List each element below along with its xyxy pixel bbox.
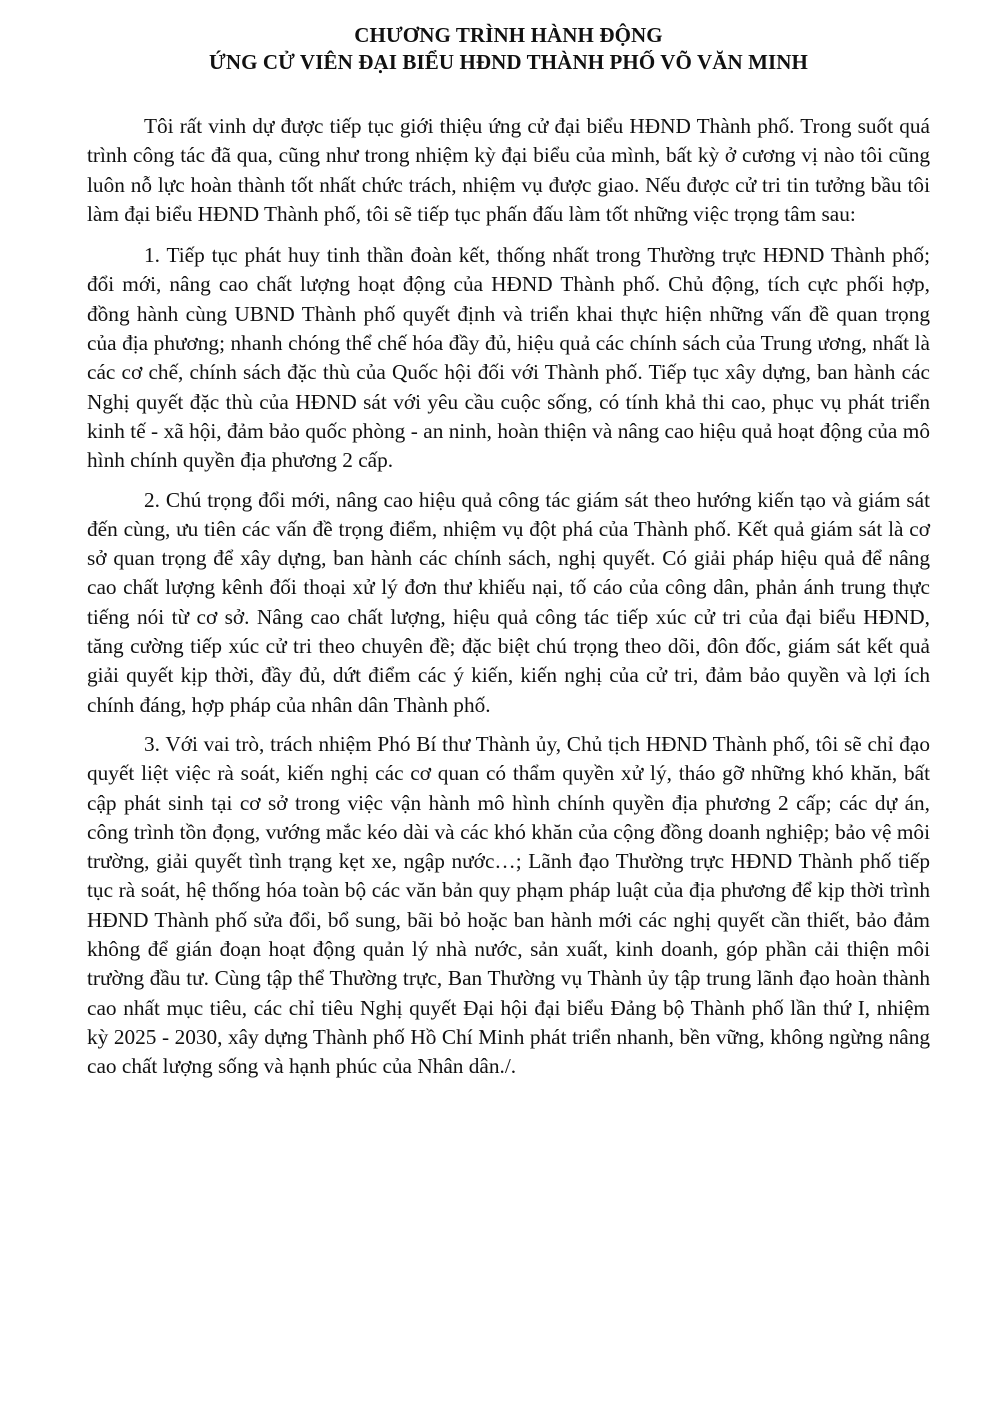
title-line-1: CHƯƠNG TRÌNH HÀNH ĐỘNG [354,23,663,47]
title-line-2: ỨNG CỬ VIÊN ĐẠI BIỂU HĐND THÀNH PHỐ VÕ VĂN MINH [209,50,808,74]
intro-paragraph: Tôi rất vinh dự được tiếp tục giới thiệu ứng cử đại biểu HĐND Thành phố. Trong suốt quá trình công tác đã qua, cũng như trong nhiệm kỳ đại biểu của mình, bất kỳ ở cương vị nào tôi cũng luôn nỗ lực hoàn thành tốt nhất chức trách, nhiệm vụ được giao. Nếu được cử tri tin tưởng bầu tôi làm đại biểu HĐND Thành phố, tôi sẽ tiếp tục phấn đấu làm tốt những việc trọng tâm sau: [87,114,930,226]
commitment-paragraph-3: 3. Với vai trò, trách nhiệm Phó Bí thư Thành ủy, Chủ tịch HĐND Thành phố, tôi sẽ chỉ đạo quyết liệt việc rà soát, kiến nghị các cơ quan có thẩm quyền xử lý, tháo gỡ những khó khăn, bất cập phát sinh tại cơ sở trong việc vận hành mô hình chính quyền địa phương 2 cấp; các dự án, công trình tồn đọng, vướng mắc kéo dài và các khó khăn của cộng đồng doanh nghiệp; bảo vệ môi trường, giải quyết tình trạng kẹt xe, ngập nước…; Lãnh đạo Thường trực HĐND Thành phố tiếp tục rà soát, hệ thống hóa toàn bộ các văn bản quy phạm pháp luật của địa phương để kịp thời trình HĐND Thành phố sửa đổi, bổ sung, bãi bỏ hoặc ban hành mới các nghị quyết cần thiết, bảo đảm không để gián đoạn hoạt động quản lý nhà nước, sản xuất, kinh doanh, góp phần cải thiện môi trường đầu tư. Cùng tập thể Thường trực, Ban Thường vụ Thành ủy tập trung lãnh đạo hoàn thành cao nhất mục tiêu, các chỉ tiêu Nghị quyết Đại hội đại biểu Đảng bộ Thành phố lần thứ I, nhiệm kỳ 2025 - 2030, xây dựng Thành phố Hồ Chí Minh phát triển nhanh, bền vững, không ngừng nâng cao chất lượng sống và hạnh phúc của Nhân dân./. [87,731,930,1079]
document-body [87,112,930,1082]
commitment-paragraph-1: 1. Tiếp tục phát huy tinh thần đoàn kết, thống nhất trong Thường trực HĐND Thành phố; đổi mới, nâng cao chất lượng hoạt động của HĐND Thành phố. Chủ động, tích cực phối hợp, đồng hành cùng UBND Thành phố quyết định và triển khai thực hiện những vấn đề quan trọng của địa phương; nhanh chóng thể chế hóa đầy đủ, hiệu quả các chính sách của Trung ương, nhất là các cơ chế, chính sách đặc thù của Quốc hội đối với Thành phố. Tiếp tục xây dựng, ban hành các Nghị quyết đặc thù của HĐND sát với yêu cầu cuộc sống, có tính khả thi cao, phục vụ phát triển kinh tế - xã hội, đảm bảo quốc phòng - an ninh, hoàn thiện và nâng cao hiệu quả hoạt động của mô hình chính quyền địa phương 2 cấp. [87,243,930,473]
commitment-paragraph-2: 2. Chú trọng đổi mới, nâng cao hiệu quả công tác giám sát theo hướng kiến tạo và giám sát đến cùng, ưu tiên các vấn đề trọng điểm, nhiệm vụ đột phá của Thành phố. Kết quả giám sát là cơ sở quan trọng để xây dựng, ban hành các chính sách, nghị quyết. Có giải pháp hiệu quả để nâng cao chất lượng kênh đối thoại xử lý đơn thư khiếu nại, tố cáo của công dân, phản ánh trung thực tiếng nói từ cơ sở. Nâng cao chất lượng, hiệu quả công tác tiếp xúc cử tri của đại biểu HĐND, tăng cường tiếp xúc cử tri theo chuyên đề; đặc biệt chú trọng theo dõi, đôn đốc, giám sát kết quả giải quyết kịp thời, đầy đủ, dứt điểm các ý kiến, kiến nghị của cử tri, đảm bảo quyền và lợi ích chính đáng, hợp pháp của nhân dân Thành phố. [87,487,930,717]
document-title [87,22,930,76]
